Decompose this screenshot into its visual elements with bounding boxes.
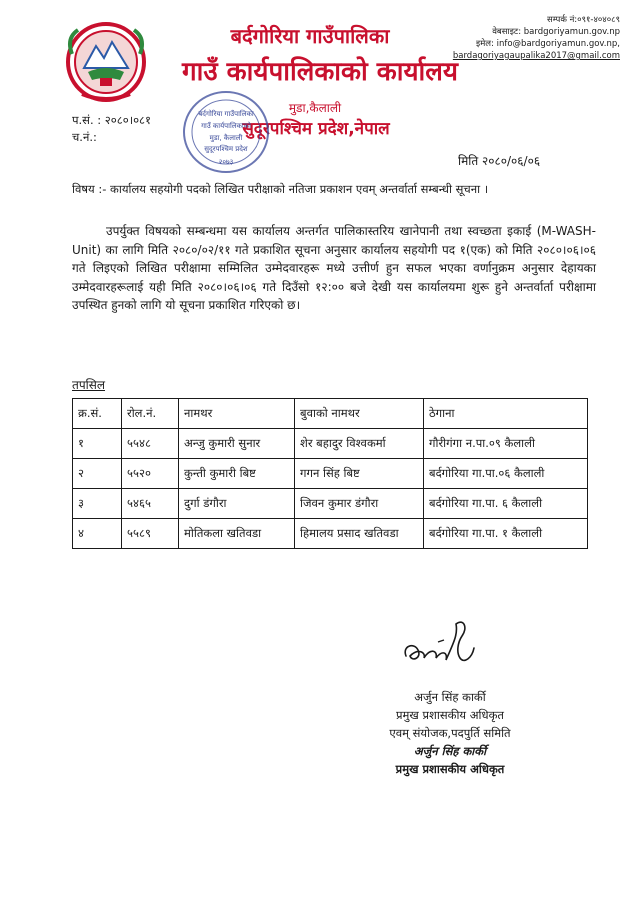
stamp-line-3: मुडा, कैलाली bbox=[209, 134, 243, 142]
stamp-line-4: सुदूरपश्चिम प्रदेश bbox=[204, 145, 248, 153]
letter-body: उपर्युक्त विषयको सम्बन्धमा यस कार्यालय अन्तर्गत पालिकास्तरिय खानेपानी तथा स्वच्छता इकाई (M-WASH-Unit) का लागि मिति २०८०/०२/११ गते प्रकाशित सूचना अनुसार कार्यालय सहयोगी पद १(एक) को मिति २०८०।०६।०६ गते लिइएको लिखित परीक्षामा सम्मिलित उम्मेदवारहरू मध्ये उत्तीर्ण हुन सफल भएका वर्णानुक्रम अनुसार देहायका उम्मेदवारहरूलाई यही मिति २०८०।०६।०६ गते दिउँसो १२:०० बजे देखी यस कार्यालयमा शुरू हुने अन्तर्वार्ता परीक्षामा उपस्थित हुनको लागि यो सूचना प्रकाशित गरिएको छ। bbox=[72, 224, 596, 312]
letter-subject: विषय :- कार्यालय सहयोगी पदको लिखित परीक्षाको नतिजा प्रकाशन एवम् अन्तर्वार्ता सम्बन्धी सूचना । bbox=[72, 182, 489, 196]
fiscal-year: प.सं. : २०८०।०८१ bbox=[72, 113, 152, 127]
signatory-designation: प्रमुख प्रशासकीय अधिकृत bbox=[396, 708, 504, 722]
table-row bbox=[73, 489, 588, 519]
cell-serial: १ bbox=[73, 429, 122, 459]
cell-roll: ५४६५ bbox=[122, 489, 179, 519]
cell-father-name: शेर बहादुर विश्वकर्मा bbox=[295, 429, 424, 459]
handwritten-signature bbox=[398, 612, 488, 672]
name-stamp: अर्जुन सिंह कार्की bbox=[413, 744, 487, 758]
contact-email[interactable]: इमेल: info@bardgoriyamun.gov.np, bbox=[476, 39, 620, 49]
cell-serial: ४ bbox=[73, 519, 122, 549]
cell-name: मोतिकला खतिवडा bbox=[179, 519, 295, 549]
office-province: सुदूरपश्चिम प्रदेश,नेपाल bbox=[242, 119, 390, 139]
details-label: तपसिल bbox=[72, 378, 106, 392]
header-roll: रोल.नं. bbox=[122, 399, 179, 429]
header-address: ठेगाना bbox=[424, 399, 588, 429]
signature-block bbox=[360, 688, 540, 778]
letter-date: मिति २०८०/०६/०६ bbox=[458, 154, 541, 168]
table-row bbox=[73, 459, 588, 489]
cell-father-name: हिमालय प्रसाद खतिवडा bbox=[295, 519, 424, 549]
cell-address: बर्दगोरिया गा.पा.०६ कैलाली bbox=[424, 459, 588, 489]
cell-address: गौरीगंगा न.पा.०९ कैलाली bbox=[424, 429, 588, 459]
table-row bbox=[73, 429, 588, 459]
table-row bbox=[73, 519, 588, 549]
results-table bbox=[72, 398, 588, 549]
cell-address: बर्दगोरिया गा.पा. ६ कैलाली bbox=[424, 489, 588, 519]
table-header-row bbox=[73, 399, 588, 429]
cell-address: बर्दगोरिया गा.पा. १ कैलाली bbox=[424, 519, 588, 549]
contact-phone: सम्पर्क नं:०९१-४०४०८९ bbox=[547, 15, 620, 25]
cell-father-name: गगन सिंह बिष्ट bbox=[295, 459, 424, 489]
nepal-emblem-icon bbox=[58, 18, 154, 104]
cell-serial: २ bbox=[73, 459, 122, 489]
office-title: गाउँ कार्यपालिकाको कार्यालय bbox=[182, 57, 458, 87]
designation-stamp: प्रमुख प्रशासकीय अधिकृत bbox=[395, 762, 505, 776]
contact-email-alt-link[interactable]: bardagoriyagaupalika2017@gmail.com bbox=[452, 51, 620, 61]
office-stamp bbox=[180, 88, 272, 176]
cell-roll: ५५४८ bbox=[122, 429, 179, 459]
office-name: बर्दगोरिया गाउँपालिका bbox=[230, 24, 390, 48]
cell-name: दुर्गा डंगौरा bbox=[179, 489, 295, 519]
cell-father-name: जिवन कुमार डंगौरा bbox=[295, 489, 424, 519]
header-father-name: बुवाको नामथर bbox=[295, 399, 424, 429]
contact-block bbox=[445, 14, 620, 62]
header-serial: क्र.सं. bbox=[73, 399, 122, 429]
signatory-committee: एवम् संयोजक,पदपुर्ति समिति bbox=[389, 726, 511, 740]
contact-email-alt[interactable] bbox=[445, 50, 620, 62]
header-name: नामथर bbox=[179, 399, 295, 429]
contact-website[interactable]: वेबसाइट: bardgoriyamun.gov.np bbox=[492, 27, 620, 37]
cell-roll: ५५२० bbox=[122, 459, 179, 489]
reference-block bbox=[72, 112, 151, 146]
cell-serial: ३ bbox=[73, 489, 122, 519]
cell-name: कुन्ती कुमारी बिष्ट bbox=[179, 459, 295, 489]
stamp-line-1: बर्दगोरिया गाउँपालिका bbox=[198, 110, 254, 118]
dispatch-number: च.नं.: bbox=[72, 130, 97, 144]
signatory-name: अर्जुन सिंह कार्की bbox=[414, 690, 486, 704]
cell-roll: ५५८९ bbox=[122, 519, 179, 549]
stamp-year: २०७३ bbox=[218, 158, 234, 166]
stamp-line-2: गाउँ कार्यपालिकाको bbox=[201, 122, 251, 130]
office-location: मुडा,कैलाली bbox=[288, 101, 342, 115]
cell-name: अन्जु कुमारी सुनार bbox=[179, 429, 295, 459]
